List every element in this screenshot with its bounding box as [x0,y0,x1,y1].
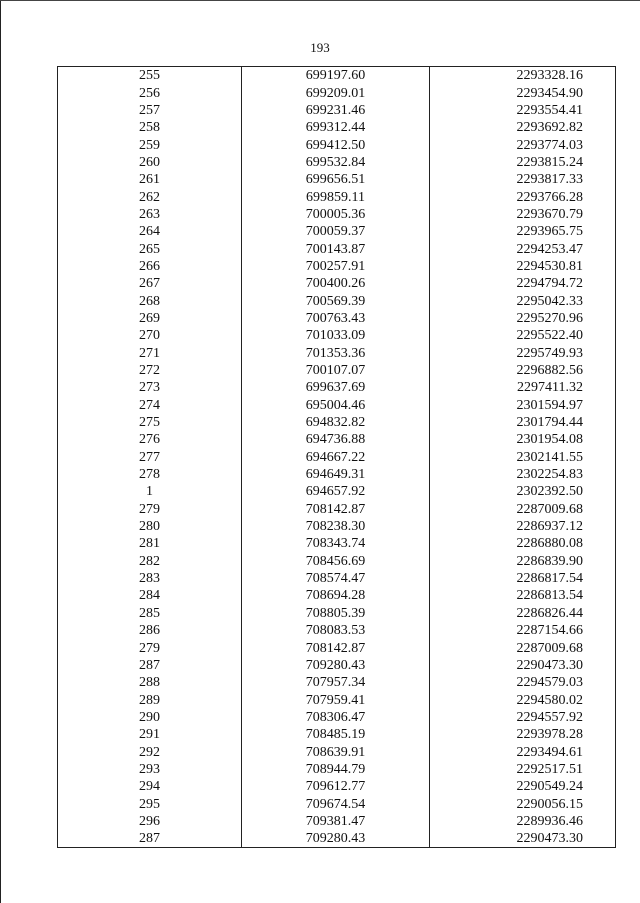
y-coordinate-cell: 2286937.12 [430,518,616,535]
y-coordinate-cell: 2294794.72 [430,275,616,292]
table-row [58,206,616,223]
y-coordinate-cell: 2293817.33 [430,171,616,188]
point-number-cell: 260 [58,154,242,171]
x-coordinate-cell: 708238.30 [242,518,430,535]
x-coordinate-cell: 700107.07 [242,362,430,379]
point-number-cell: 285 [58,605,242,622]
table-row [58,379,616,396]
point-number-cell: 292 [58,743,242,760]
y-coordinate-cell: 2294530.81 [430,258,616,275]
point-number-cell: 270 [58,327,242,344]
x-coordinate-cell: 708639.91 [242,743,430,760]
point-number-cell: 261 [58,171,242,188]
table-row [58,67,616,85]
y-coordinate-cell: 2301594.97 [430,397,616,414]
table-row [58,570,616,587]
table-row [58,414,616,431]
table-row [58,431,616,448]
y-coordinate-cell: 2294579.03 [430,674,616,691]
x-coordinate-cell: 694649.31 [242,466,430,483]
point-number-cell: 283 [58,570,242,587]
y-coordinate-cell: 2286880.08 [430,535,616,552]
x-coordinate-cell: 694667.22 [242,449,430,466]
y-coordinate-cell: 2289936.46 [430,813,616,830]
point-number-cell: 279 [58,639,242,656]
y-coordinate-cell: 2290056.15 [430,795,616,812]
point-number-cell: 295 [58,795,242,812]
x-coordinate-cell: 700257.91 [242,258,430,275]
point-number-cell: 265 [58,240,242,257]
table-row [58,778,616,795]
y-coordinate-cell: 2286826.44 [430,605,616,622]
page-edge-left [0,0,1,903]
y-coordinate-cell: 2294580.02 [430,691,616,708]
x-coordinate-cell: 699231.46 [242,102,430,119]
y-coordinate-cell: 2294253.47 [430,240,616,257]
x-coordinate-cell: 700569.39 [242,292,430,309]
point-number-cell: 275 [58,414,242,431]
coordinates-table [57,66,616,848]
point-number-cell: 264 [58,223,242,240]
y-coordinate-cell: 2293692.82 [430,119,616,136]
point-number-cell: 266 [58,258,242,275]
point-number-cell: 262 [58,188,242,205]
point-number-cell: 287 [58,657,242,674]
y-coordinate-cell: 2293965.75 [430,223,616,240]
y-coordinate-cell: 2302141.55 [430,449,616,466]
y-coordinate-cell: 2297411.32 [430,379,616,396]
y-coordinate-cell: 2287009.68 [430,639,616,656]
y-coordinate-cell: 2286839.90 [430,553,616,570]
point-number-cell: 273 [58,379,242,396]
table-row [58,639,616,656]
x-coordinate-cell: 694736.88 [242,431,430,448]
point-number-cell: 1 [58,483,242,500]
y-coordinate-cell: 2290549.24 [430,778,616,795]
point-number-cell: 256 [58,84,242,101]
point-number-cell: 259 [58,136,242,153]
x-coordinate-cell: 709612.77 [242,778,430,795]
table-row [58,518,616,535]
x-coordinate-cell: 708142.87 [242,639,430,656]
table-row [58,535,616,552]
point-number-cell: 271 [58,345,242,362]
y-coordinate-cell: 2293815.24 [430,154,616,171]
table-row [58,119,616,136]
x-coordinate-cell: 707957.34 [242,674,430,691]
x-coordinate-cell: 699859.11 [242,188,430,205]
table-row [58,761,616,778]
table-row [58,501,616,518]
x-coordinate-cell: 708944.79 [242,761,430,778]
x-coordinate-cell: 708456.69 [242,553,430,570]
x-coordinate-cell: 708142.87 [242,501,430,518]
y-coordinate-cell: 2293670.79 [430,206,616,223]
table-row [58,795,616,812]
x-coordinate-cell: 708343.74 [242,535,430,552]
point-number-cell: 269 [58,310,242,327]
x-coordinate-cell: 708485.19 [242,726,430,743]
table-row [58,709,616,726]
point-number-cell: 294 [58,778,242,795]
x-coordinate-cell: 708694.28 [242,587,430,604]
x-coordinate-cell: 708306.47 [242,709,430,726]
point-number-cell: 296 [58,813,242,830]
x-coordinate-cell: 699532.84 [242,154,430,171]
point-number-cell: 257 [58,102,242,119]
table-row [58,622,616,639]
x-coordinate-cell: 700059.37 [242,223,430,240]
point-number-cell: 255 [58,67,242,85]
y-coordinate-cell: 2287154.66 [430,622,616,639]
table-row [58,587,616,604]
y-coordinate-cell: 2293766.28 [430,188,616,205]
table-row [58,726,616,743]
point-number-cell: 289 [58,691,242,708]
table-row [58,813,616,830]
page-edge-top [0,0,640,1]
x-coordinate-cell: 709381.47 [242,813,430,830]
y-coordinate-cell: 2290473.30 [430,830,616,848]
y-coordinate-cell: 2293554.41 [430,102,616,119]
point-number-cell: 263 [58,206,242,223]
point-number-cell: 272 [58,362,242,379]
y-coordinate-cell: 2293328.16 [430,67,616,85]
table-row [58,691,616,708]
y-coordinate-cell: 2294557.92 [430,709,616,726]
y-coordinate-cell: 2295522.40 [430,327,616,344]
y-coordinate-cell: 2302392.50 [430,483,616,500]
table-row [58,188,616,205]
y-coordinate-cell: 2293454.90 [430,84,616,101]
y-coordinate-cell: 2301954.08 [430,431,616,448]
x-coordinate-cell: 699197.60 [242,67,430,85]
table-row [58,310,616,327]
y-coordinate-cell: 2295270.96 [430,310,616,327]
table-row [58,605,616,622]
x-coordinate-cell: 709280.43 [242,657,430,674]
point-number-cell: 274 [58,397,242,414]
table-row [58,449,616,466]
table-row [58,674,616,691]
point-number-cell: 284 [58,587,242,604]
x-coordinate-cell: 708805.39 [242,605,430,622]
table-row [58,830,616,848]
table-row [58,136,616,153]
x-coordinate-cell: 707959.41 [242,691,430,708]
table-row [58,483,616,500]
table-row [58,553,616,570]
point-number-cell: 290 [58,709,242,726]
table-row [58,171,616,188]
coordinates-table-body [58,67,616,848]
y-coordinate-cell: 2286813.54 [430,587,616,604]
point-number-cell: 288 [58,674,242,691]
y-coordinate-cell: 2290473.30 [430,657,616,674]
y-coordinate-cell: 2292517.51 [430,761,616,778]
y-coordinate-cell: 2301794.44 [430,414,616,431]
y-coordinate-cell: 2286817.54 [430,570,616,587]
point-number-cell: 267 [58,275,242,292]
y-coordinate-cell: 2293494.61 [430,743,616,760]
point-number-cell: 279 [58,501,242,518]
table-row [58,345,616,362]
point-number-cell: 281 [58,535,242,552]
point-number-cell: 268 [58,292,242,309]
x-coordinate-cell: 701353.36 [242,345,430,362]
table-row [58,84,616,101]
x-coordinate-cell: 699656.51 [242,171,430,188]
y-coordinate-cell: 2295749.93 [430,345,616,362]
point-number-cell: 287 [58,830,242,848]
x-coordinate-cell: 699312.44 [242,119,430,136]
x-coordinate-cell: 700400.26 [242,275,430,292]
y-coordinate-cell: 2296882.56 [430,362,616,379]
point-number-cell: 282 [58,553,242,570]
table-row [58,362,616,379]
point-number-cell: 258 [58,119,242,136]
table-row [58,102,616,119]
point-number-cell: 280 [58,518,242,535]
point-number-cell: 293 [58,761,242,778]
x-coordinate-cell: 700143.87 [242,240,430,257]
x-coordinate-cell: 700763.43 [242,310,430,327]
table-row [58,657,616,674]
point-number-cell: 286 [58,622,242,639]
y-coordinate-cell: 2295042.33 [430,292,616,309]
x-coordinate-cell: 709674.54 [242,795,430,812]
y-coordinate-cell: 2293978.28 [430,726,616,743]
y-coordinate-cell: 2293774.03 [430,136,616,153]
x-coordinate-cell: 708574.47 [242,570,430,587]
x-coordinate-cell: 709280.43 [242,830,430,848]
table-row [58,154,616,171]
table-row [58,240,616,257]
table-row [58,258,616,275]
x-coordinate-cell: 694832.82 [242,414,430,431]
y-coordinate-cell: 2287009.68 [430,501,616,518]
x-coordinate-cell: 700005.36 [242,206,430,223]
x-coordinate-cell: 701033.09 [242,327,430,344]
point-number-cell: 278 [58,466,242,483]
point-number-cell: 291 [58,726,242,743]
point-number-cell: 277 [58,449,242,466]
x-coordinate-cell: 695004.46 [242,397,430,414]
x-coordinate-cell: 694657.92 [242,483,430,500]
table-row [58,275,616,292]
table-row [58,397,616,414]
table-row [58,743,616,760]
table-row [58,292,616,309]
y-coordinate-cell: 2302254.83 [430,466,616,483]
page-number: 193 [310,40,330,55]
table-row [58,223,616,240]
x-coordinate-cell: 708083.53 [242,622,430,639]
point-number-cell: 276 [58,431,242,448]
x-coordinate-cell: 699209.01 [242,84,430,101]
table-row [58,466,616,483]
x-coordinate-cell: 699412.50 [242,136,430,153]
table-row [58,327,616,344]
x-coordinate-cell: 699637.69 [242,379,430,396]
